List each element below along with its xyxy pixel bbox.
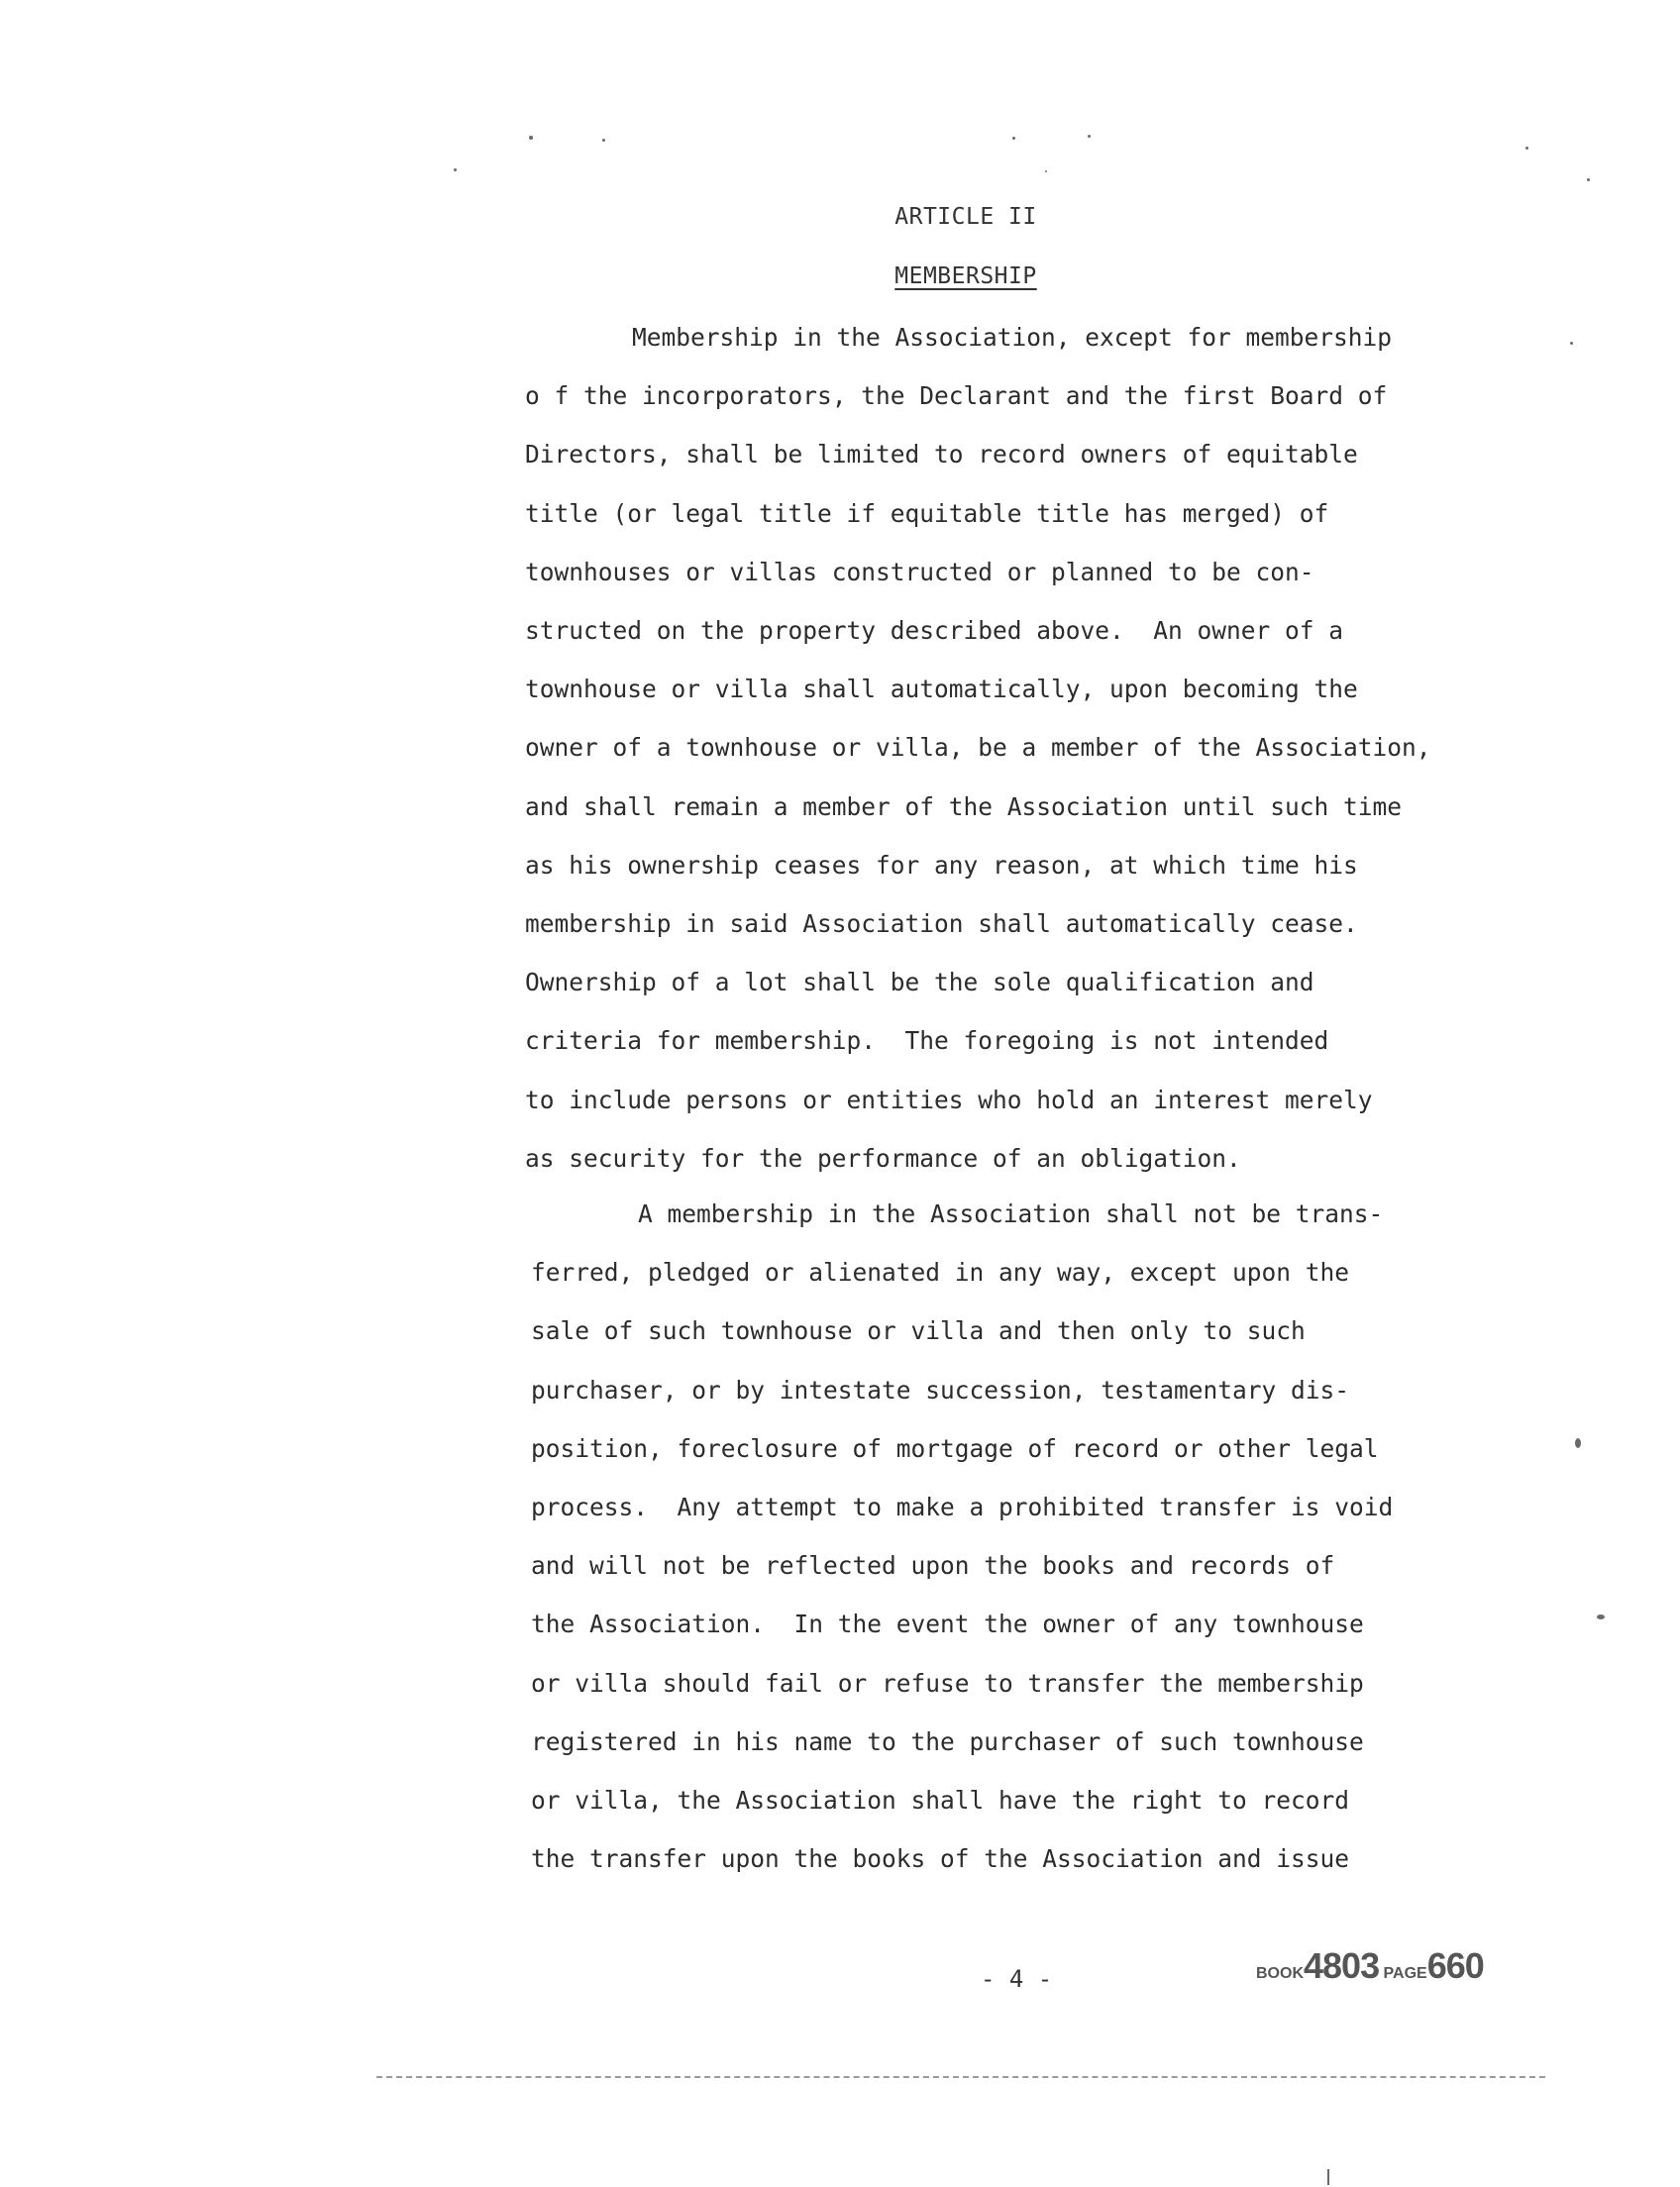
membership-paragraph-1	[525, 308, 1516, 1188]
text-line: process. Any attempt to make a prohibited transfer is void	[531, 1493, 1394, 1522]
book-label: BOOK	[1256, 1965, 1304, 1982]
text-line: ferred, pledged or alienated in any way, except upon the	[531, 1258, 1350, 1288]
scan-speck	[1525, 147, 1528, 150]
membership-paragraph-2	[531, 1185, 1522, 1888]
text-line: and will not be reflected upon the books and records of	[531, 1551, 1335, 1581]
book-page-stamp	[1256, 1945, 1484, 1987]
text-line: registered in his name to the purchaser of such townhouse	[531, 1726, 1364, 1756]
page-number: - 4 -	[981, 1965, 1053, 1993]
text-line: purchaser, or by intestate succession, testamentary dis-	[531, 1375, 1350, 1405]
scan-speck	[454, 168, 457, 171]
text-line: position, foreclosure of mortgage of record or other legal	[531, 1433, 1379, 1463]
scan-speck	[602, 139, 605, 142]
text-line: structed on the property described above. An owner of a	[525, 616, 1344, 646]
scan-speck	[1575, 1438, 1581, 1448]
section-heading: MEMBERSHIP	[894, 263, 1037, 289]
page-label: PAGE	[1383, 1965, 1427, 1982]
text-line: Directors, shall be limited to record owners of equitable	[525, 440, 1358, 469]
book-number: 4803	[1304, 1945, 1380, 1986]
scan-speck	[1597, 1614, 1605, 1619]
text-line: as his ownership ceases for any reason, at which time his	[525, 850, 1358, 880]
text-line: and shall remain a member of the Association until such time	[525, 791, 1403, 821]
article-heading: ARTICLE II	[894, 204, 1037, 230]
text-line: the transfer upon the books of the Association and issue	[531, 1844, 1350, 1874]
text-line: or villa should fail or refuse to transfer the membership	[531, 1668, 1364, 1698]
text-line: townhouse or villa shall automatically, upon becoming the	[525, 675, 1358, 704]
scan-speck	[1088, 135, 1091, 138]
text-line: to include persons or entities who hold an interest merely	[525, 1085, 1373, 1114]
text-line: owner of a townhouse or villa, be a member of the Association,	[525, 733, 1431, 763]
scan-speck	[1587, 178, 1590, 181]
text-line: Membership in the Association, except for membership	[632, 323, 1393, 352]
text-line: o f the incorporators, the Declarant and the first Board of	[525, 381, 1388, 411]
text-line: townhouses or villas constructed or planned to be con-	[525, 557, 1314, 586]
stamp-page-number: 660	[1426, 1945, 1484, 1986]
text-line: membership in said Association shall automatically cease.	[525, 909, 1358, 939]
scan-speck	[1570, 342, 1573, 345]
scan-speck	[1012, 137, 1015, 140]
text-line: as security for the performance of an obligation.	[525, 1143, 1241, 1173]
text-line: the Association. In the event the owner of any townhouse	[531, 1610, 1364, 1639]
text-line: or villa, the Association shall have the right to record	[531, 1786, 1350, 1816]
scan-speck	[1045, 170, 1047, 172]
scan-speck	[1327, 2169, 1329, 2185]
text-line: criteria for membership. The foregoing is not intended	[525, 1026, 1329, 1056]
scan-speck	[529, 136, 533, 140]
text-line: A membership in the Association shall not be trans-	[638, 1199, 1384, 1228]
text-line: Ownership of a lot shall be the sole qualification and	[525, 968, 1314, 997]
scan-edge-line	[376, 2076, 1545, 2078]
text-line: sale of such townhouse or villa and then only to such	[531, 1316, 1306, 1346]
text-line: title (or legal title if equitable title has merged) of	[525, 498, 1329, 528]
